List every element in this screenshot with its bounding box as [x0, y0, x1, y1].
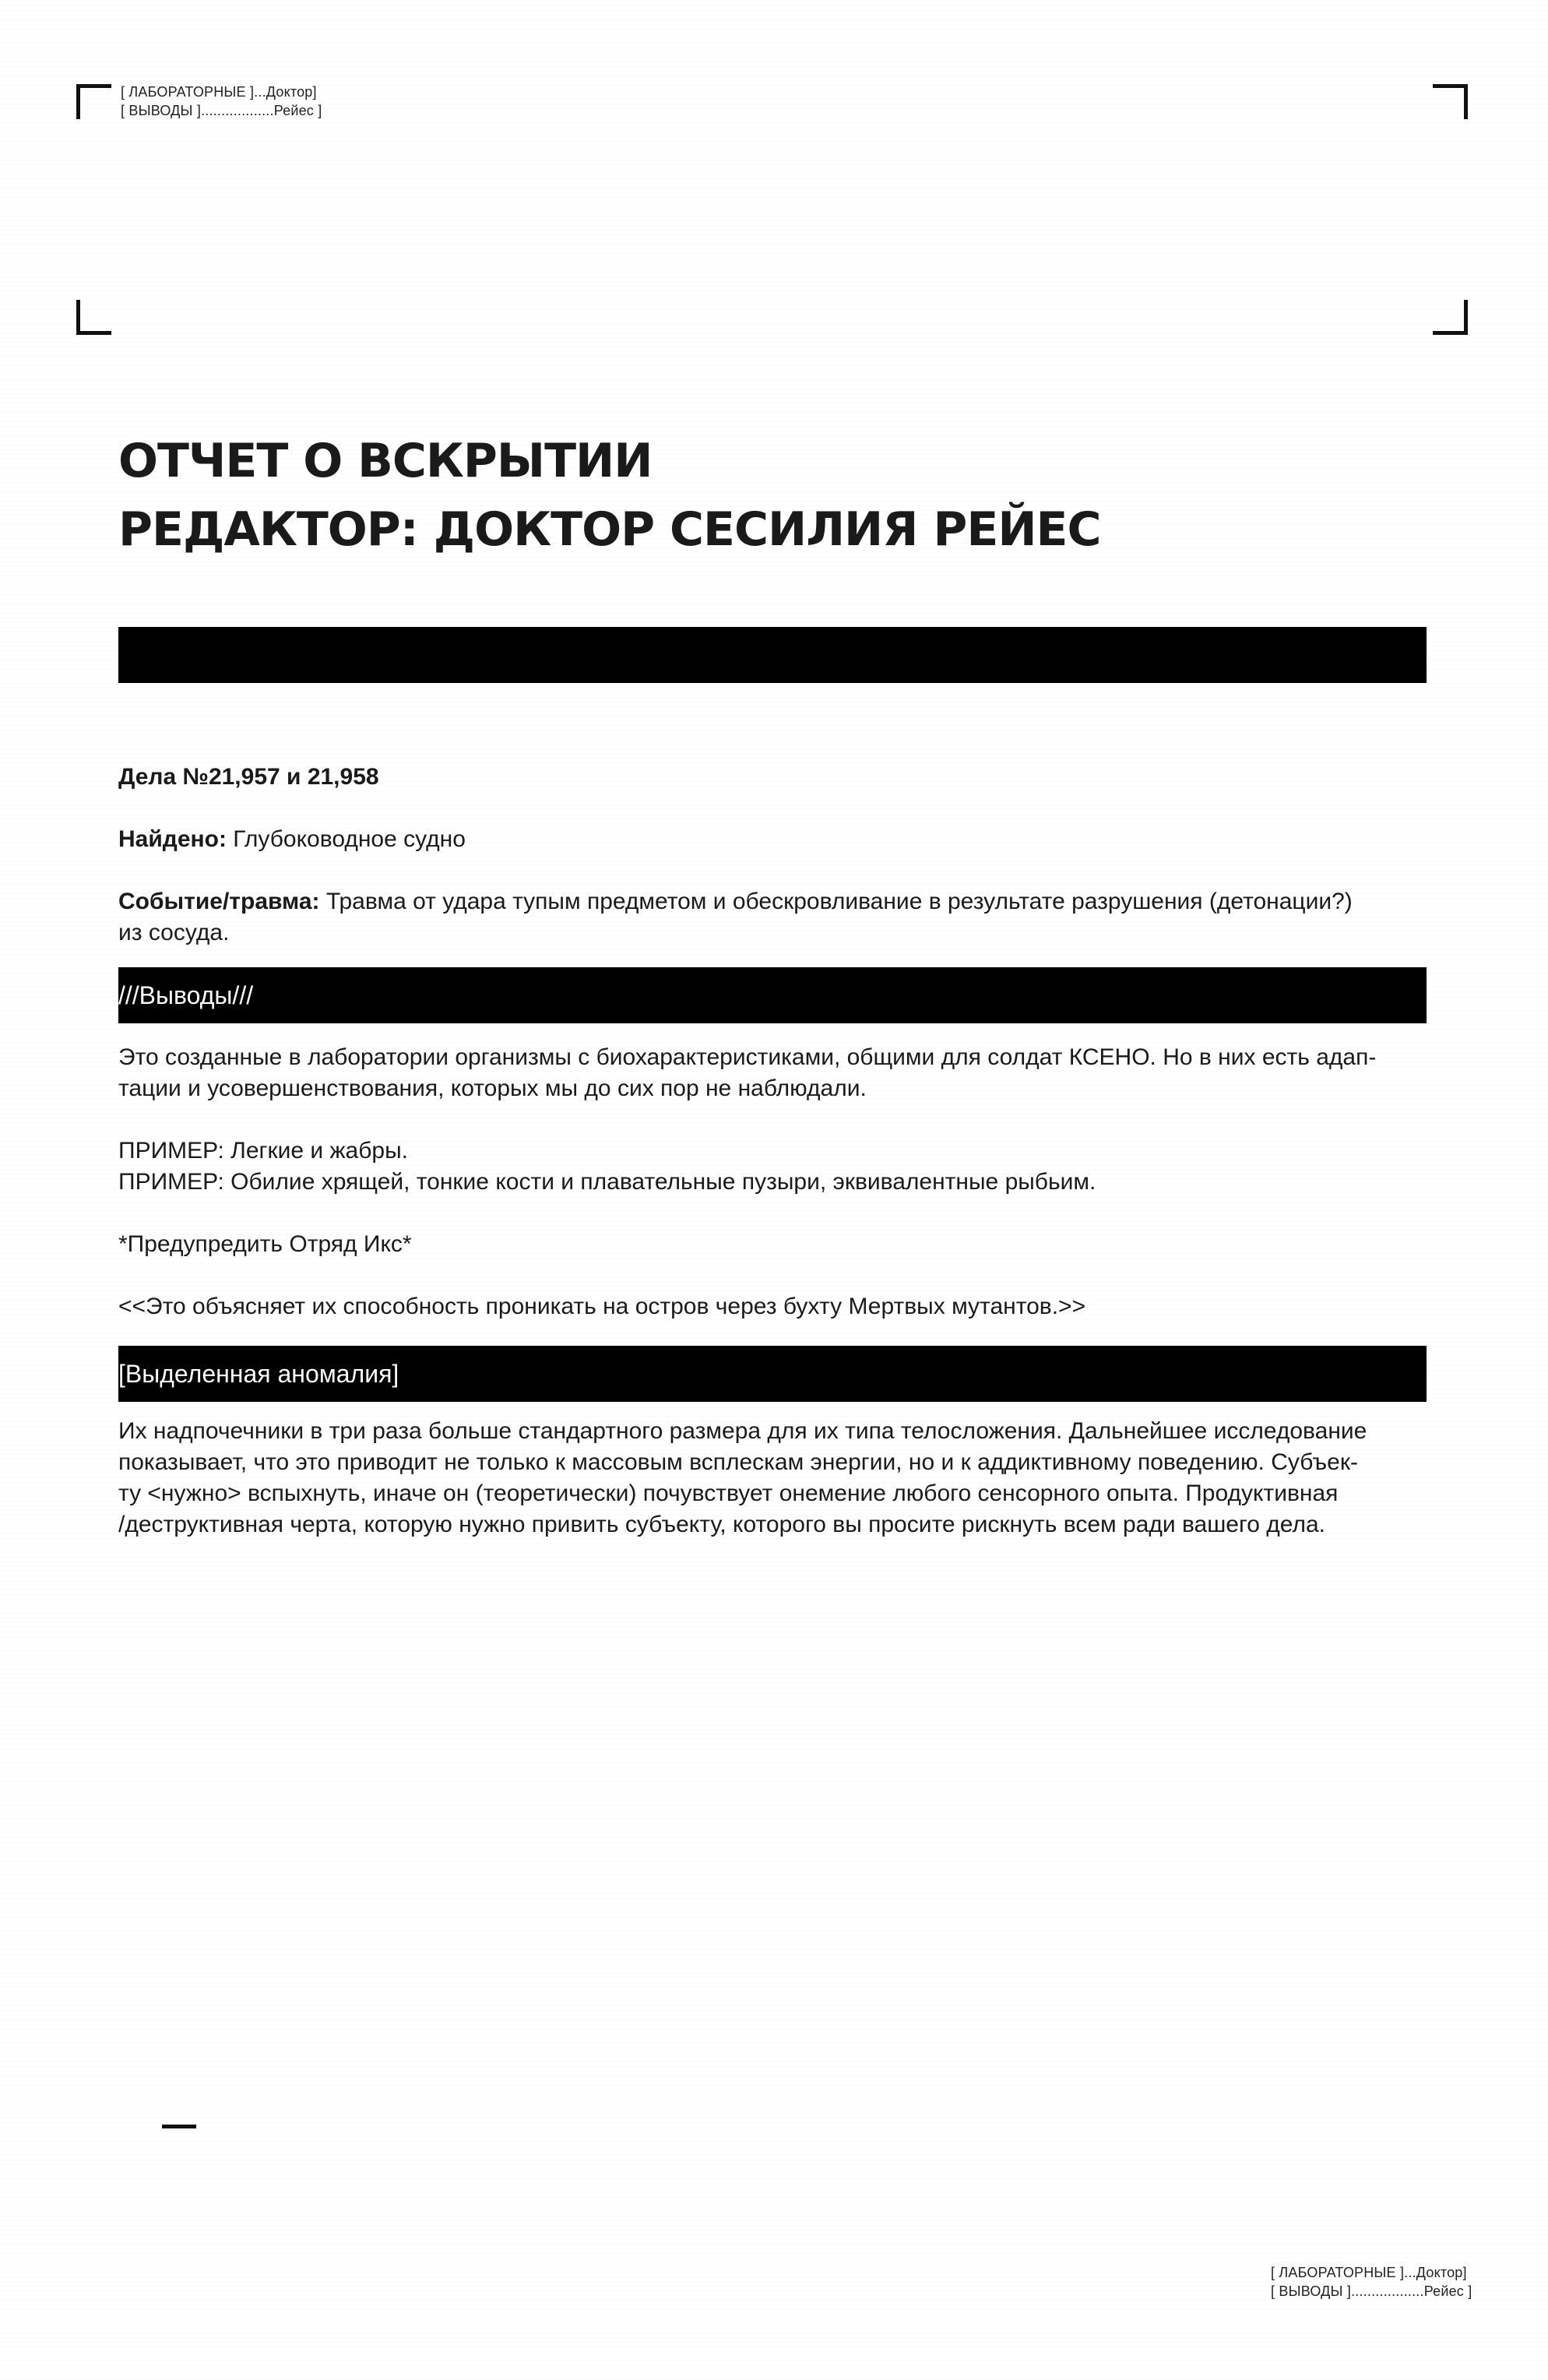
corner-bracket-bottom-left [76, 300, 111, 335]
page-title [118, 427, 1101, 564]
corner-bracket-top-right [1433, 84, 1468, 119]
warning-note: *Предупредить Отряд Икс* [118, 1231, 412, 1257]
event-row [118, 886, 1353, 949]
case-numbers: Дела №21,957 и 21,958 [118, 764, 379, 790]
event-value-continued: из сосуда. [118, 920, 230, 945]
event-value: Травма от удара тупым предметом и обескровливание в результате разрушения (детонации?) [319, 889, 1353, 914]
title-line-1: ОТЧЕТ О ВСКРЫТИИ [118, 434, 653, 488]
example-1: ПРИМЕР: Легкие и жабры. [118, 1138, 408, 1164]
examples [118, 1135, 1096, 1198]
corner-bracket-bottom-right [1433, 300, 1468, 335]
anomaly-line-4: /деструктивная черта, которую нужно привить субъекту, которого вы просите рискнуть всем ради вашего дела. [118, 1512, 1325, 1537]
conclusions-paragraph [118, 1042, 1376, 1104]
header-tag [121, 83, 322, 120]
anomaly-heading-bar [118, 1346, 1427, 1402]
page-marker-dash [162, 2125, 196, 2128]
explanation-note: <<Это объясняет их способность проникать на остров через бухту Мертвых мутантов.>> [118, 1294, 1086, 1319]
anomaly-paragraph [118, 1416, 1367, 1540]
redaction-bar [118, 627, 1427, 683]
anomaly-line-3: ту <нужно> вспыхнуть, иначе он (теоретически) почувствует онемение любого сенсорного опыта. Продуктивная [118, 1480, 1339, 1506]
event-label: Событие/травма: [118, 889, 320, 914]
conclusions-heading-bar [118, 967, 1427, 1023]
anomaly-heading: [Выделенная аномалия] [118, 1360, 399, 1388]
example-2: ПРИМЕР: Обилие хрящей, тонкие кости и плавательные пузыри, эквивалентные рыбьим. [118, 1169, 1096, 1195]
conclusions-line-1: Это созданные в лаборатории организмы с биохарактеристиками, общими для солдат КСЕНО. Но в них есть адап- [118, 1044, 1377, 1070]
footer-tag [1271, 2263, 1472, 2301]
footer-tag-line-1: [ ЛАБОРАТОРНЫЕ ]...Доктор] [1271, 2265, 1467, 2280]
found-value: Глубоководное судно [226, 826, 466, 852]
footer-tag-line-2: [ ВЫВОДЫ ]..................Рейес ] [1271, 2283, 1472, 2299]
anomaly-line-2: показывает, что это приводит не только к массовым всплескам энергии, но и к аддиктивному поведению. Субъек- [118, 1449, 1358, 1475]
anomaly-line-1: Их надпочечники в три раза больше стандартного размера для их типа телосложения. Дальнейшее исследование [118, 1418, 1367, 1444]
header-tag-line-2: [ ВЫВОДЫ ]..................Рейес ] [121, 103, 322, 118]
found-row [118, 824, 466, 855]
corner-bracket-top-left [76, 84, 111, 119]
header-tag-line-1: [ ЛАБОРАТОРНЫЕ ]...Доктор] [121, 84, 317, 100]
conclusions-heading: ///Выводы/// [118, 981, 254, 1009]
found-label: Найдено: [118, 826, 227, 852]
title-line-2: РЕДАКТОР: ДОКТОР СЕСИЛИЯ РЕЙЕС [118, 502, 1101, 557]
conclusions-line-2: тации и усовершенствования, которых мы до сих пор не наблюдали. [118, 1076, 867, 1101]
